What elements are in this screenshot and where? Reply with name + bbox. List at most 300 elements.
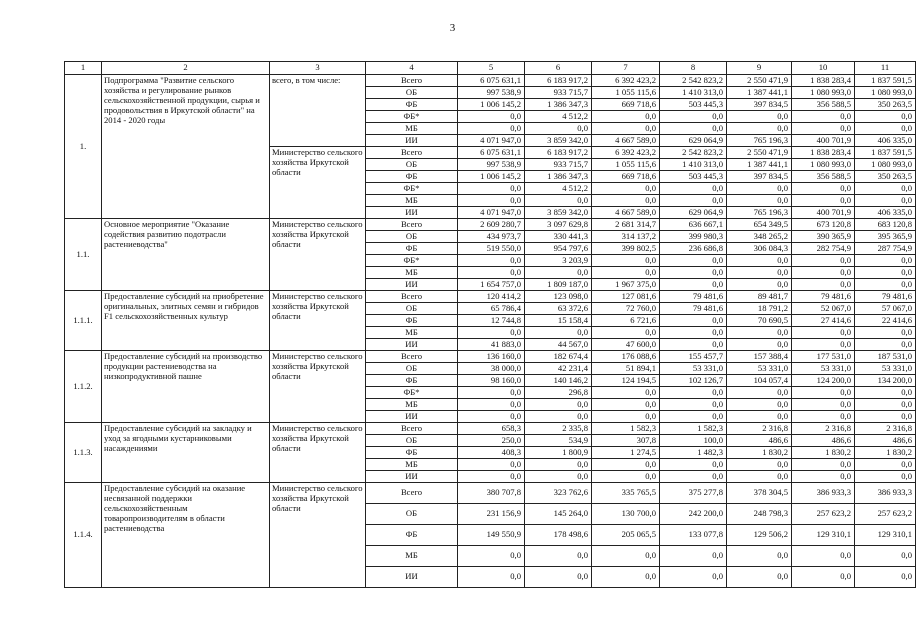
value-cell: 683 120,8 [855, 219, 916, 231]
executor-cell: Министерство сельского хозяйства Иркутской области [270, 291, 366, 351]
value-cell: 1 482,3 [660, 447, 727, 459]
value-cell: 100,0 [660, 435, 727, 447]
value-cell: 44 567,0 [525, 339, 592, 351]
item-number: 1.1.1. [65, 291, 102, 351]
value-cell: 205 065,5 [592, 525, 660, 546]
value-cell: 397 834,5 [727, 171, 792, 183]
value-cell: 1 386 347,3 [525, 99, 592, 111]
value-cell: 0,0 [458, 255, 525, 267]
value-cell: 629 064,9 [660, 207, 727, 219]
funding-source: ИИ [366, 411, 458, 423]
value-cell: 0,0 [458, 183, 525, 195]
value-cell: 0,0 [855, 567, 916, 588]
funding-source: ИИ [366, 471, 458, 483]
value-cell: 0,0 [727, 459, 792, 471]
funding-source: Всего [366, 219, 458, 231]
value-cell: 486,6 [727, 435, 792, 447]
value-cell: 236 686,8 [660, 243, 727, 255]
value-cell: 89 481,7 [727, 291, 792, 303]
value-cell: 3 203,9 [525, 255, 592, 267]
funding-source: ФБ* [366, 111, 458, 123]
value-cell: 997 538,9 [458, 87, 525, 99]
value-cell: 2 316,8 [855, 423, 916, 435]
value-cell: 0,0 [660, 471, 727, 483]
value-cell: 406 335,0 [855, 135, 916, 147]
value-cell: 1 809 187,0 [525, 279, 592, 291]
value-cell: 0,0 [727, 399, 792, 411]
item-number: 1.1.2. [65, 351, 102, 423]
value-cell: 1 055 115,6 [592, 159, 660, 171]
value-cell: 79 481,6 [660, 303, 727, 315]
value-cell: 0,0 [727, 279, 792, 291]
funding-source: МБ [366, 399, 458, 411]
value-cell: 0,0 [660, 315, 727, 327]
value-cell: 4 512,2 [525, 183, 592, 195]
value-cell: 0,0 [525, 327, 592, 339]
value-cell: 0,0 [792, 255, 855, 267]
value-cell: 356 588,5 [792, 171, 855, 183]
value-cell: 0,0 [855, 546, 916, 567]
value-cell: 1 080 993,0 [792, 87, 855, 99]
table-body [65, 62, 916, 588]
value-cell: 0,0 [855, 339, 916, 351]
funding-source: МБ [366, 546, 458, 567]
value-cell: 257 623,2 [792, 504, 855, 525]
value-cell: 6 075 631,1 [458, 147, 525, 159]
value-cell: 1 410 313,0 [660, 87, 727, 99]
value-cell: 41 883,0 [458, 339, 525, 351]
value-cell: 2 550 471,9 [727, 75, 792, 87]
value-cell: 997 538,9 [458, 159, 525, 171]
funding-source: ФБ [366, 99, 458, 111]
funding-source: ОБ [366, 159, 458, 171]
value-cell: 18 791,2 [727, 303, 792, 315]
value-cell: 1 080 993,0 [855, 87, 916, 99]
value-cell: 434 973,7 [458, 231, 525, 243]
funding-source: ФБ [366, 171, 458, 183]
value-cell: 306 084,3 [727, 243, 792, 255]
item-number: 1. [65, 75, 102, 219]
funding-source: ФБ [366, 525, 458, 546]
value-cell: 157 388,4 [727, 351, 792, 363]
table-row [65, 75, 916, 87]
value-cell: 0,0 [458, 267, 525, 279]
column-number-cell: 1 [65, 62, 102, 75]
funding-source: ФБ [366, 243, 458, 255]
column-number-cell: 10 [792, 62, 855, 75]
value-cell: 124 194,5 [592, 375, 660, 387]
value-cell: 242 200,0 [660, 504, 727, 525]
table-row [65, 423, 916, 435]
value-cell: 0,0 [727, 195, 792, 207]
value-cell: 348 265,2 [727, 231, 792, 243]
value-cell: 0,0 [727, 327, 792, 339]
value-cell: 323 762,6 [525, 483, 592, 504]
value-cell: 0,0 [792, 183, 855, 195]
value-cell: 0,0 [660, 267, 727, 279]
value-cell: 330 441,3 [525, 231, 592, 243]
value-cell: 6 183 917,2 [525, 147, 592, 159]
value-cell: 296,8 [525, 387, 592, 399]
value-cell: 0,0 [660, 279, 727, 291]
value-cell: 282 754,9 [792, 243, 855, 255]
value-cell: 124 200,0 [792, 375, 855, 387]
value-cell: 0,0 [727, 567, 792, 588]
value-cell: 129 310,1 [792, 525, 855, 546]
value-cell: 1 830,2 [855, 447, 916, 459]
value-cell: 257 623,2 [855, 504, 916, 525]
value-cell: 0,0 [592, 471, 660, 483]
value-cell: 0,0 [660, 183, 727, 195]
value-cell: 399 980,3 [660, 231, 727, 243]
value-cell: 0,0 [458, 546, 525, 567]
value-cell: 98 160,0 [458, 375, 525, 387]
value-cell: 0,0 [525, 546, 592, 567]
value-cell: 4 071 947,0 [458, 135, 525, 147]
value-cell: 177 531,0 [792, 351, 855, 363]
value-cell: 0,0 [792, 279, 855, 291]
value-cell: 0,0 [727, 183, 792, 195]
value-cell: 395 365,9 [855, 231, 916, 243]
value-cell: 176 088,6 [592, 351, 660, 363]
value-cell: 187 531,0 [855, 351, 916, 363]
value-cell: 57 067,0 [855, 303, 916, 315]
value-cell: 1 387 441,1 [727, 87, 792, 99]
budget-table [64, 61, 916, 588]
value-cell: 0,0 [727, 339, 792, 351]
value-cell: 390 365,9 [792, 231, 855, 243]
value-cell: 1 006 145,2 [458, 171, 525, 183]
value-cell: 0,0 [592, 195, 660, 207]
value-cell: 629 064,9 [660, 135, 727, 147]
value-cell: 6 392 423,2 [592, 75, 660, 87]
item-title: Предоставление субсидий на производство продукции растениеводства на низкопродуктивной пашне [102, 351, 270, 423]
value-cell: 378 304,5 [727, 483, 792, 504]
value-cell: 933 715,7 [525, 159, 592, 171]
value-cell: 0,0 [855, 411, 916, 423]
value-cell: 0,0 [792, 267, 855, 279]
funding-source: ИИ [366, 339, 458, 351]
value-cell: 53 331,0 [792, 363, 855, 375]
value-cell: 0,0 [792, 411, 855, 423]
column-number-cell: 4 [366, 62, 458, 75]
column-number-row [65, 62, 916, 75]
value-cell: 0,0 [660, 546, 727, 567]
value-cell: 399 802,5 [592, 243, 660, 255]
value-cell: 0,0 [855, 111, 916, 123]
value-cell: 335 765,5 [592, 483, 660, 504]
value-cell: 6 183 917,2 [525, 75, 592, 87]
item-title: Предоставление субсидий на закладку и уход за ягодными кустарниковыми насаждениями [102, 423, 270, 483]
value-cell: 1 654 757,0 [458, 279, 525, 291]
executor-cell: Министерство сельского хозяйства Иркутской области [270, 147, 366, 219]
column-number-cell: 11 [855, 62, 916, 75]
value-cell: 0,0 [792, 387, 855, 399]
funding-source: Всего [366, 351, 458, 363]
value-cell: 0,0 [727, 255, 792, 267]
value-cell: 0,0 [727, 111, 792, 123]
value-cell: 386 933,3 [792, 483, 855, 504]
value-cell: 0,0 [592, 183, 660, 195]
value-cell: 6 392 423,2 [592, 147, 660, 159]
funding-source: ОБ [366, 303, 458, 315]
value-cell: 1 055 115,6 [592, 87, 660, 99]
value-cell: 134 200,0 [855, 375, 916, 387]
value-cell: 1 582,3 [592, 423, 660, 435]
value-cell: 0,0 [727, 123, 792, 135]
value-cell: 0,0 [660, 387, 727, 399]
value-cell: 0,0 [592, 546, 660, 567]
value-cell: 0,0 [525, 411, 592, 423]
value-cell: 133 077,8 [660, 525, 727, 546]
value-cell: 0,0 [458, 387, 525, 399]
value-cell: 0,0 [855, 183, 916, 195]
value-cell: 65 786,4 [458, 303, 525, 315]
funding-source: ИИ [366, 279, 458, 291]
item-title: Предоставление субсидий на приобретение оригинальных, элитных семян и гибридов F1 сельскохозяйственных культур [102, 291, 270, 351]
value-cell: 4 667 589,0 [592, 207, 660, 219]
value-cell: 0,0 [592, 387, 660, 399]
value-cell: 0,0 [660, 123, 727, 135]
value-cell: 0,0 [855, 387, 916, 399]
value-cell: 231 156,9 [458, 504, 525, 525]
value-cell: 0,0 [458, 195, 525, 207]
value-cell: 0,0 [727, 546, 792, 567]
column-number-cell: 3 [270, 62, 366, 75]
value-cell: 102 126,7 [660, 375, 727, 387]
value-cell: 0,0 [792, 339, 855, 351]
table-row [65, 351, 916, 363]
value-cell: 0,0 [458, 567, 525, 588]
table-row [65, 291, 916, 303]
value-cell: 12 744,8 [458, 315, 525, 327]
funding-source: ФБ* [366, 183, 458, 195]
value-cell: 0,0 [525, 471, 592, 483]
funding-source: ФБ* [366, 387, 458, 399]
value-cell: 1 582,3 [660, 423, 727, 435]
value-cell: 0,0 [855, 459, 916, 471]
value-cell: 248 798,3 [727, 504, 792, 525]
value-cell: 503 445,3 [660, 171, 727, 183]
value-cell: 0,0 [855, 279, 916, 291]
column-number-cell: 5 [458, 62, 525, 75]
value-cell: 0,0 [458, 111, 525, 123]
value-cell: 70 690,5 [727, 315, 792, 327]
value-cell: 1 387 441,1 [727, 159, 792, 171]
value-cell: 0,0 [855, 327, 916, 339]
value-cell: 53 331,0 [855, 363, 916, 375]
value-cell: 182 674,4 [525, 351, 592, 363]
value-cell: 53 331,0 [660, 363, 727, 375]
value-cell: 120 414,2 [458, 291, 525, 303]
funding-source: МБ [366, 459, 458, 471]
value-cell: 0,0 [592, 111, 660, 123]
value-cell: 0,0 [592, 411, 660, 423]
value-cell: 1 830,2 [727, 447, 792, 459]
value-cell: 63 372,6 [525, 303, 592, 315]
value-cell: 0,0 [792, 111, 855, 123]
value-cell: 350 263,5 [855, 171, 916, 183]
value-cell: 0,0 [727, 267, 792, 279]
value-cell: 406 335,0 [855, 207, 916, 219]
value-cell: 127 081,6 [592, 291, 660, 303]
value-cell: 0,0 [792, 195, 855, 207]
executor-cell: Министерство сельского хозяйства Иркутской области [270, 423, 366, 483]
funding-source: МБ [366, 267, 458, 279]
value-cell: 0,0 [660, 459, 727, 471]
table-row [65, 219, 916, 231]
value-cell: 636 667,1 [660, 219, 727, 231]
value-cell: 0,0 [855, 255, 916, 267]
value-cell: 130 700,0 [592, 504, 660, 525]
value-cell: 669 718,6 [592, 99, 660, 111]
value-cell: 0,0 [660, 255, 727, 267]
column-number-cell: 7 [592, 62, 660, 75]
value-cell: 0,0 [727, 411, 792, 423]
value-cell: 386 933,3 [855, 483, 916, 504]
funding-source: ОБ [366, 363, 458, 375]
funding-source: Всего [366, 423, 458, 435]
item-title: Основное мероприятие "Оказание содействия развитию подотрасли растениеводства" [102, 219, 270, 291]
value-cell: 22 414,6 [855, 315, 916, 327]
value-cell: 0,0 [458, 471, 525, 483]
value-cell: 149 550,9 [458, 525, 525, 546]
value-cell: 6 075 631,1 [458, 75, 525, 87]
value-cell: 3 097 629,8 [525, 219, 592, 231]
value-cell: 27 414,6 [792, 315, 855, 327]
value-cell: 42 231,4 [525, 363, 592, 375]
funding-source: ИИ [366, 567, 458, 588]
value-cell: 356 588,5 [792, 99, 855, 111]
value-cell: 104 057,4 [727, 375, 792, 387]
value-cell: 6 721,6 [592, 315, 660, 327]
value-cell: 0,0 [855, 123, 916, 135]
funding-source: ФБ [366, 447, 458, 459]
value-cell: 0,0 [525, 267, 592, 279]
funding-source: Всего [366, 483, 458, 504]
funding-source: ФБ [366, 375, 458, 387]
value-cell: 0,0 [592, 267, 660, 279]
funding-source: МБ [366, 327, 458, 339]
executor-cell: Министерство сельского хозяйства Иркутской области [270, 219, 366, 291]
value-cell: 0,0 [592, 459, 660, 471]
value-cell: 2 550 471,9 [727, 147, 792, 159]
value-cell: 534,9 [525, 435, 592, 447]
value-cell: 4 071 947,0 [458, 207, 525, 219]
value-cell: 136 160,0 [458, 351, 525, 363]
value-cell: 0,0 [660, 111, 727, 123]
column-number-cell: 6 [525, 62, 592, 75]
value-cell: 47 600,0 [592, 339, 660, 351]
value-cell: 0,0 [660, 339, 727, 351]
value-cell: 307,8 [592, 435, 660, 447]
value-cell: 486,6 [792, 435, 855, 447]
value-cell: 1 967 375,0 [592, 279, 660, 291]
value-cell: 0,0 [855, 471, 916, 483]
value-cell: 375 277,8 [660, 483, 727, 504]
table-row [65, 483, 916, 504]
funding-source: Всего [366, 147, 458, 159]
value-cell: 2 316,8 [792, 423, 855, 435]
value-cell: 0,0 [458, 411, 525, 423]
value-cell: 1 006 145,2 [458, 99, 525, 111]
value-cell: 0,0 [792, 546, 855, 567]
item-title: Предоставление субсидий на оказание несвязанной поддержки сельскохозяйственным товаропроизводителям в области растениеводства [102, 483, 270, 588]
value-cell: 145 264,0 [525, 504, 592, 525]
value-cell: 1 274,5 [592, 447, 660, 459]
column-number-cell: 9 [727, 62, 792, 75]
value-cell: 2 542 823,2 [660, 75, 727, 87]
value-cell: 0,0 [660, 567, 727, 588]
funding-source: МБ [366, 123, 458, 135]
value-cell: 0,0 [458, 327, 525, 339]
value-cell: 1 410 313,0 [660, 159, 727, 171]
column-number-cell: 2 [102, 62, 270, 75]
value-cell: 397 834,5 [727, 99, 792, 111]
value-cell: 0,0 [592, 327, 660, 339]
value-cell: 52 067,0 [792, 303, 855, 315]
value-cell: 250,0 [458, 435, 525, 447]
value-cell: 0,0 [792, 459, 855, 471]
value-cell: 0,0 [525, 195, 592, 207]
funding-source: ИИ [366, 135, 458, 147]
value-cell: 0,0 [660, 411, 727, 423]
value-cell: 669 718,6 [592, 171, 660, 183]
funding-source: ОБ [366, 87, 458, 99]
value-cell: 2 609 280,7 [458, 219, 525, 231]
executor-cell: всего, в том числе: [270, 75, 366, 147]
value-cell: 658,3 [458, 423, 525, 435]
funding-source: Всего [366, 291, 458, 303]
value-cell: 0,0 [660, 195, 727, 207]
value-cell: 53 331,0 [727, 363, 792, 375]
value-cell: 129 310,1 [855, 525, 916, 546]
value-cell: 350 263,5 [855, 99, 916, 111]
item-number: 1.1.3. [65, 423, 102, 483]
value-cell: 2 335,8 [525, 423, 592, 435]
value-cell: 673 120,8 [792, 219, 855, 231]
value-cell: 1 386 347,3 [525, 171, 592, 183]
value-cell: 1 830,2 [792, 447, 855, 459]
value-cell: 155 457,7 [660, 351, 727, 363]
funding-source: ФБ* [366, 255, 458, 267]
value-cell: 0,0 [458, 459, 525, 471]
value-cell: 0,0 [855, 399, 916, 411]
value-cell: 15 158,4 [525, 315, 592, 327]
funding-source: ФБ [366, 315, 458, 327]
value-cell: 314 137,2 [592, 231, 660, 243]
executor-cell: Министерство сельского хозяйства Иркутской области [270, 483, 366, 588]
value-cell: 1 800,9 [525, 447, 592, 459]
value-cell: 0,0 [792, 399, 855, 411]
value-cell: 79 481,6 [855, 291, 916, 303]
value-cell: 1 838 283,4 [792, 75, 855, 87]
value-cell: 0,0 [727, 471, 792, 483]
value-cell: 0,0 [525, 399, 592, 411]
value-cell: 400 701,9 [792, 207, 855, 219]
value-cell: 1 837 591,5 [855, 147, 916, 159]
value-cell: 4 512,2 [525, 111, 592, 123]
value-cell: 1 837 591,5 [855, 75, 916, 87]
funding-source: ОБ [366, 231, 458, 243]
value-cell: 954 797,6 [525, 243, 592, 255]
value-cell: 0,0 [458, 123, 525, 135]
funding-source: ИИ [366, 207, 458, 219]
value-cell: 503 445,3 [660, 99, 727, 111]
value-cell: 0,0 [525, 459, 592, 471]
value-cell: 0,0 [792, 123, 855, 135]
value-cell: 2 316,8 [727, 423, 792, 435]
